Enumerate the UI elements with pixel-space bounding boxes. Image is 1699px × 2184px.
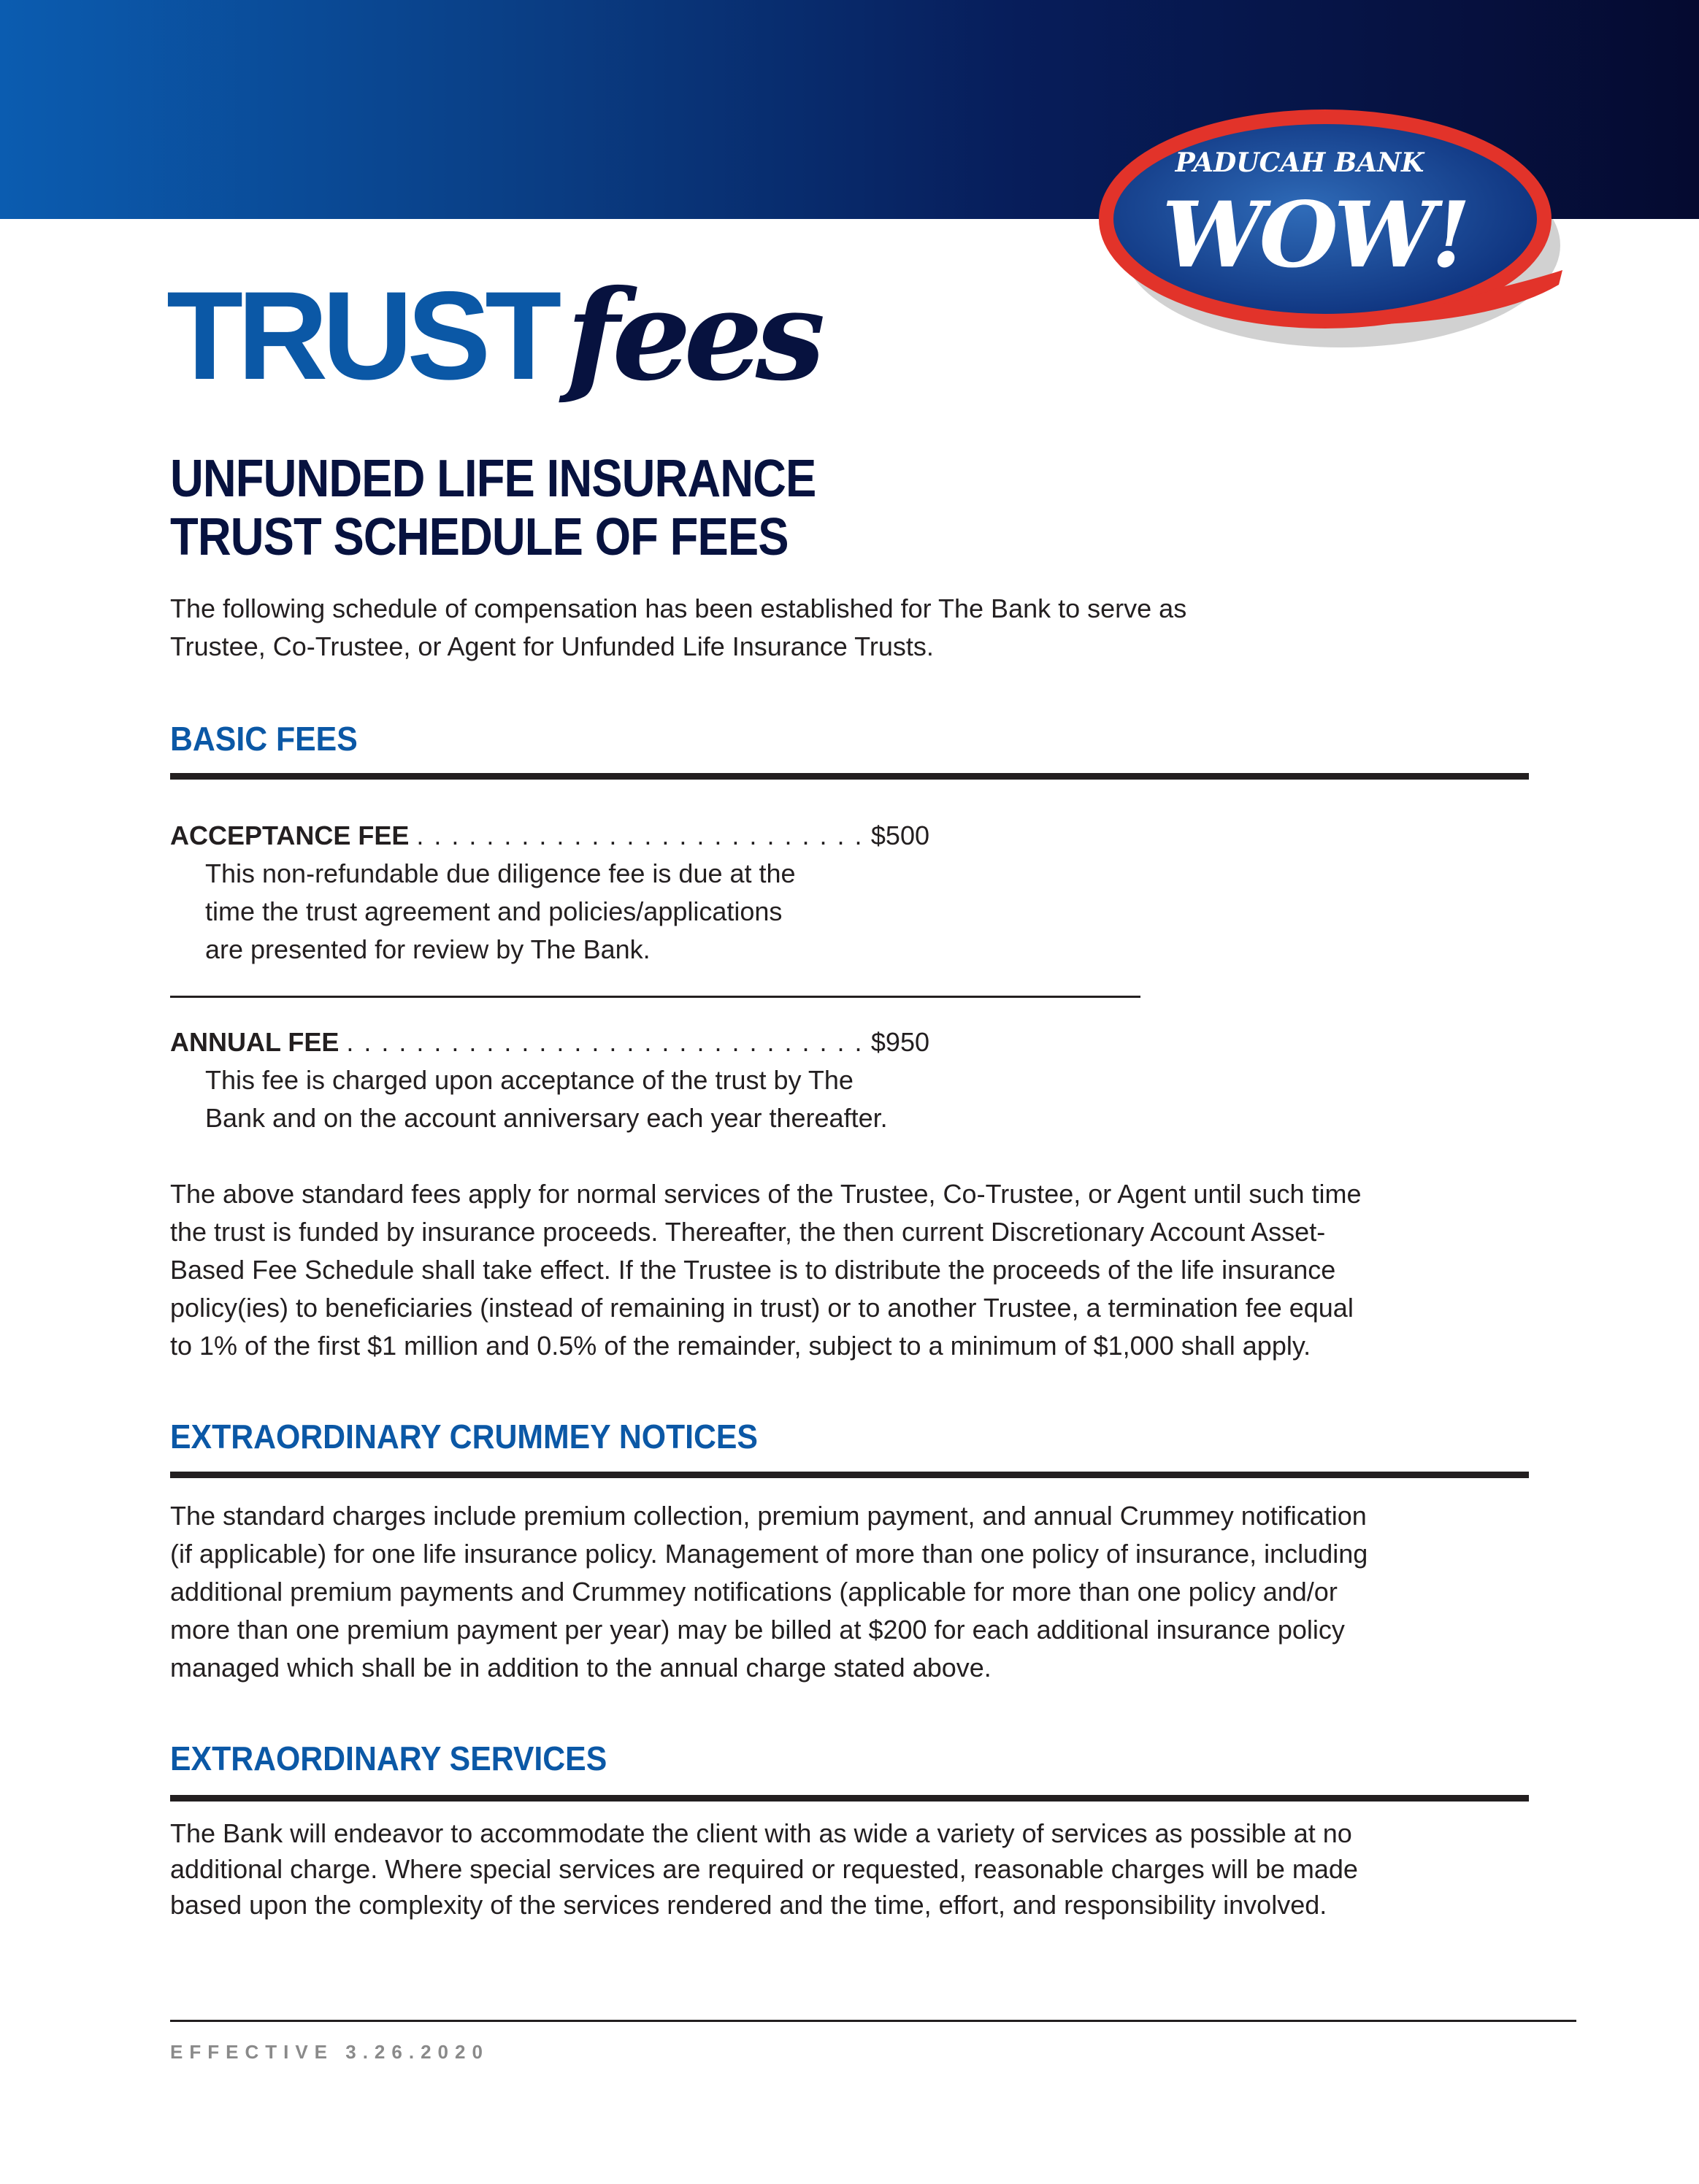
text-line: additional premium payments and Crummey notifications (applicable for more than one policy and/or: [170, 1577, 1338, 1607]
text-line: additional charge. Where special services are required or requested, reasonable charges will be made: [170, 1854, 1358, 1884]
acceptance-fee-item: [170, 817, 929, 969]
fees-script-title: fees: [566, 263, 818, 409]
brand-title: [166, 263, 818, 409]
text-line: more than one premium payment per year) may be billed at $200 for each additional insurance policy: [170, 1615, 1345, 1645]
text-line: managed which shall be in addition to the annual charge stated above.: [170, 1653, 992, 1683]
effective-date: EFFECTIVE 3.26.2020: [170, 2041, 489, 2063]
page-title: [170, 450, 816, 566]
section-title-services: EXTRAORDINARY SERVICES: [170, 1739, 607, 1777]
dot-leader: [346, 1023, 864, 1061]
fee-amount: $950: [870, 1027, 929, 1057]
text-line: The following schedule of compensation has been established for The Bank to serve as: [170, 593, 1187, 623]
crummey-paragraph: [170, 1497, 1368, 1687]
fee-label: ANNUAL FEE: [170, 1027, 340, 1057]
services-paragraph: [170, 1815, 1358, 1923]
section-rule: [170, 773, 1529, 780]
fee-description: [205, 855, 929, 969]
text-line: to 1% of the first $1 million and 0.5% of the remainder, subject to a minimum of $1,000 shall apply.: [170, 1331, 1311, 1361]
footer-rule: [170, 2020, 1576, 2022]
text-line: the trust is funded by insurance proceeds. Thereafter, the then current Discretionary Account Asset-: [170, 1217, 1326, 1247]
basic-fees-note: [170, 1175, 1361, 1365]
fee-divider: [170, 996, 1140, 998]
section-rule: [170, 1795, 1529, 1802]
text-line: This fee is charged upon acceptance of the trust by The: [205, 1065, 854, 1095]
dot-leader: [416, 817, 864, 855]
section-rule: [170, 1472, 1529, 1478]
text-line: Trustee, Co-Trustee, or Agent for Unfunded Life Insurance Trusts.: [170, 631, 934, 661]
text-line: policy(ies) to beneficiaries (instead of remaining in trust) or to another Trustee, a termination fee equal: [170, 1293, 1354, 1323]
text-line: The Bank will endeavor to accommodate the client with as wide a variety of services as possible at no: [170, 1818, 1352, 1848]
logo-top-text: PADUCAH BANK: [1175, 147, 1424, 178]
text-line: The standard charges include premium collection, premium payment, and annual Crummey notification: [170, 1501, 1367, 1531]
page-title-line: TRUST SCHEDULE OF FEES: [170, 508, 789, 566]
text-line: are presented for review by The Bank.: [205, 934, 651, 964]
text-line: time the trust agreement and policies/applications: [205, 896, 783, 926]
paducah-bank-wow-logo: [1088, 102, 1570, 358]
section-title-basic-fees: BASIC FEES: [170, 720, 358, 758]
intro-paragraph: [170, 590, 1186, 666]
text-line: Bank and on the account anniversary each year thereafter.: [205, 1103, 888, 1133]
text-line: (if applicable) for one life insurance policy. Management of more than one policy of insurance, including: [170, 1539, 1368, 1569]
text-line: Based Fee Schedule shall take effect. If the Trustee is to distribute the proceeds of the life insurance: [170, 1255, 1336, 1285]
page-title-line: UNFUNDED LIFE INSURANCE: [170, 450, 816, 508]
section-title-crummey: EXTRAORDINARY CRUMMEY NOTICES: [170, 1418, 758, 1456]
annual-fee-item: [170, 1023, 929, 1137]
fee-amount: $500: [870, 820, 929, 850]
text-line: based upon the complexity of the services rendered and the time, effort, and responsibility involved.: [170, 1890, 1327, 1920]
text-line: This non-refundable due diligence fee is due at the: [205, 858, 796, 888]
logo-main-text: WOW!: [1162, 182, 1467, 288]
fee-label: ACCEPTANCE FEE: [170, 820, 410, 850]
text-line: The above standard fees apply for normal services of the Trustee, Co-Trustee, or Agent until such time: [170, 1179, 1362, 1209]
trust-title: TRUST: [166, 266, 556, 406]
fee-description: [205, 1061, 929, 1137]
